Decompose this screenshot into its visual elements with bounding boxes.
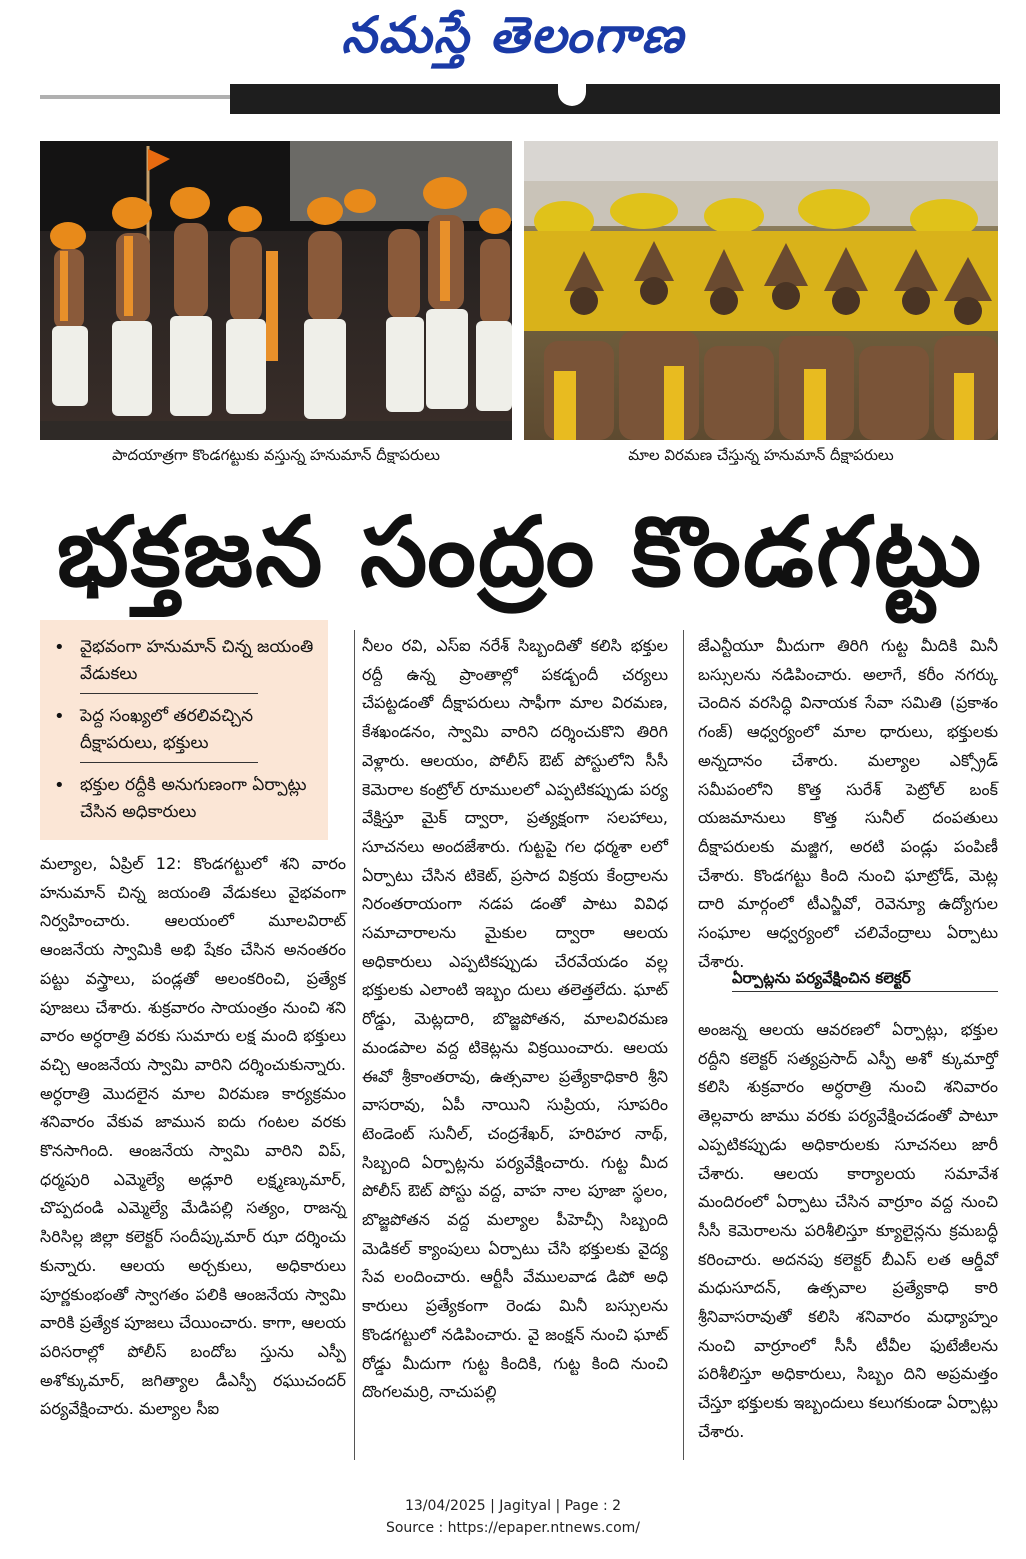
photo-caption-left: పాదయాత్రగా కొండగట్టుకు వస్తున్న హనుమాన్ దీక్షాపరులు bbox=[112, 446, 440, 464]
masthead bbox=[0, 0, 1026, 112]
column-rule bbox=[354, 630, 355, 1460]
footer-source: Source : https://epaper.ntnews.com/ bbox=[385, 1520, 641, 1536]
masthead-title: నమస్తే తెలంగాణ bbox=[341, 6, 685, 64]
sub-heading: ఏర్పాట్లను పర్యవేక్షించిన కలెక్టర్ bbox=[732, 965, 998, 992]
highlight-text: భక్తుల రద్దీకి అనుగుణంగా ఏర్పాట్లు చేసిన అధికారులు bbox=[80, 775, 307, 822]
bullet-icon: • bbox=[54, 775, 65, 796]
masthead-bar bbox=[230, 84, 1000, 114]
highlight-item bbox=[54, 634, 322, 688]
highlight-divider bbox=[80, 693, 258, 694]
article-headline: భక్తజన సంద్రం కొండగట్టు bbox=[56, 496, 984, 608]
article-column-3: జేఎన్టీయూ మీదుగా తిరిగి గుట్ట మీదికి మినీ బస్సులను నడిపించారు. అలాగే, కరీం నగర్కు చెందిన వరసిద్ధి వినాయక సేవా సమితి (ప్రకాశం గంజ్) ఆధ్వర్యంలో మాల ధారులు, భక్తులకు అన్నదానం చేశారు. మల్యాల ఎక్స్రోడ్ సమీపంలోని కొత్త సురేశ్ పెట్రోల్ బంక్ యజమానులు కొత్త సునీల్ దంపతులు దీక్షాపరులకు మజ్జిగ, అరటి పండ్లు పంపిణీ చేశారు. కొండగట్టు కింది నుంచి ఘాట్రోడ్, మెట్ల దారి మార్గంలో టీఎన్జీవో, రెవెన్యూ ఉద్యోగుల సంఘాల ఆధ్వర్యంలో చలివేంద్రాలు ఏర్పాటు చేశారు. bbox=[698, 636, 998, 971]
highlight-item bbox=[54, 772, 322, 826]
article-column-2: నీలం రవి, ఎస్ఐ నరేశ్ సిబ్బందితో కలిసి భక్తుల రద్దీ ఉన్న ప్రాంతాల్లో పకడ్బందీ చర్యలు చేపట్టడంతో దీక్షాపరులు సాఫీగా మాల విరమణ, కేశఖండనం, స్వామి వారిని దర్శించుకొని తిరిగి వెళ్లారు. ఆలయం, పోలీస్ ఔట్ పోస్టులోని సీసీ కెమెరాల కంట్రోల్ రూములలో ఎప్పటికప్పుడు పర్య వేక్షిస్తూ మైక్ ద్వారా, ప్రత్యక్షంగా సలహాలు, సూచనలు అందజేశారు. గుట్టపై గల ధర్మశా లలో ఏర్పాటు చేసిన టికెట్, ప్రసాద విక్రయ కేంద్రాలను నిరంతరాయంగా నడప డంతో పాటు వివిధ సమాచారాలను మైకుల ద్వారా ఆలయ అధికారులు ఎప్పటికప్పుడు చేరవేయడం వల్ల భక్తులకు ఎలాంటి ఇబ్బం దులు తలెత్తలేదు. ఘాట్ రోడ్డు, మెట్లదారి, బొజ్జపోతన, మాలవిరమణ మండపాల వద్ద టికెట్లను విక్రయించారు. ఆలయ ఈవో శ్రీకాంతరావు, ఉత్సవాల ప్రత్యేకాధికారి శ్రీని వాసరావు, ఏపీ నాయిని సుప్రియ, సూపరిం టెండెంట్ సునీల్, చంద్రశేఖర్, హరిహర నాథ్, సిబ్బంది ఏర్పాట్లను పర్యవేక్షించారు. గుట్ట మీద పోలీస్ ఔట్ పోస్టు వద్ద, వాహ నాల పూజా స్థలం, బొజ్జపోతన వద్ద మల్యాల పీహెచ్సీ సిబ్బంది మెడికల్ క్యాంపులు ఏర్పాటు చేసి భక్తులకు వైద్య సేవ లందించారు. ఆర్టీసీ వేములవాడ డిపో అధి కారులు ప్రత్యేకంగా రెండు మినీ బస్సులను కొండగట్టులో నడిపించారు. వై జంక్షన్ నుంచి ఘాట్ రోడ్డు మీదుగా గుట్ట కిందికి, గుట్ట కింది నుంచి దొంగలమర్రి, నాచుపల్లి bbox=[362, 636, 668, 1402]
highlights-box bbox=[40, 620, 328, 840]
photo-procession bbox=[40, 141, 512, 440]
highlight-text: వైభవంగా హనుమాన్ చిన్న జయంతి వేడుకలు bbox=[80, 637, 314, 684]
bullet-icon: • bbox=[54, 706, 65, 727]
highlight-text: పెద్ద సంఖ్యలో తరలివచ్చిన దీక్షాపరులు, భక్తులు bbox=[80, 706, 254, 753]
article-column-3-continued: అంజన్న ఆలయ ఆవరణలో ఏర్పాట్లు, భక్తుల రద్దీని కలెక్టర్ సత్యప్రసాద్ ఎస్పీ అశో క్కుమార్తో కలిసి శుక్రవారం అర్ధరాత్రి నుంచి శనివారం తెల్లవారు జాము వరకు పర్యవేక్షించడంతో పాటూ ఎప్పటికప్పుడు అధికారులకు సూచనలు జారీ చేశారు. ఆలయ కార్యాలయ సమావేశ మందిరంలో ఏర్పాటు చేసిన వార్రూం వద్ద నుంచి సీసీ కెమెరాలను పరిశీలిస్తూ క్యూలైన్లను క్రమబద్ధీ కరించారు. అదనపు కలెక్టర్ బీఎస్ లత ఆర్డీవో మధుసూదన్, ఉత్సవాల ప్రత్యేకాధి కారి శ్రీనివాసరావుతో కలిసి శనివారం మధ్యాహ్నం నుంచి వార్రూంలో సీసీ టీవీల ఫుటేజీలను పరిశీలిస్తూ అధికారులు, సిబ్బం దిని అప్రమత్తం చేస్తూ భక్తులకు ఇబ్బందులు కలుగకుండా ఏర్పాట్లు చేశారు. bbox=[698, 1020, 998, 1441]
footer-meta: 13/04/2025 | Jagityal | Page : 2 bbox=[404, 1498, 622, 1514]
column-rule bbox=[683, 630, 684, 1460]
bullet-icon: • bbox=[54, 637, 65, 658]
procession-illustration bbox=[40, 141, 512, 440]
gathering-illustration bbox=[524, 141, 998, 440]
highlight-item bbox=[54, 703, 322, 757]
photo-caption-right: మాల విరమణ చేస్తున్న హనుమాన్ దీక్షాపరులు bbox=[628, 446, 894, 464]
highlight-divider bbox=[80, 762, 258, 763]
article-column-1: మల్యాల, ఏప్రిల్ 12: కొండగట్టులో శని వారం హనుమాన్ చిన్న జయంతి వేడుకలు వైభవంగా నిర్వహించారు. ఆలయంలో మూలవిరాట్ ఆంజనేయ స్వామికి అభి షేకం చేసిన అనంతరం పట్టు వస్త్రాలు, పండ్లతో అలంకరించి, ప్రత్యేక పూజలు చేశారు. శుక్రవారం సాయంత్రం నుంచి శని వారం అర్ధరాత్రి వరకు సుమారు లక్ష మంది భక్తులు వచ్చి ఆంజనేయ స్వామి వారిని దర్శించుకున్నారు. అర్ధరాత్రి మొదలైన మాల విరమణ కార్యక్రమం శనివారం వేకువ జామున ఐదు గంటల వరకు కొనసాగింది. ఆంజనేయ స్వామి వారిని విప్, ధర్మపురి ఎమ్మెల్యే అడ్లూరి లక్ష్మణ్కుమార్, చొప్పదండి ఎమ్మెల్యే మేడిపల్లి సత్యం, రాజన్న సిరిసిల్ల జిల్లా కలెక్టర్ సందీప్కుమార్ ఝా దర్శించు కున్నారు. ఆలయ అర్చకులు, అధికారులు పూర్ణకుంభంతో స్వాగతం పలికి ఆంజనేయ స్వామి వారికి ప్రత్యేక పూజలు చేయించారు. కాగా, ఆలయ పరిసరాల్లో పోలీస్ బందోబ స్తును ఎస్పీ అశోక్కుమార్, జగిత్యాల డీఎస్పీ రఘుచందర్ పర్యవేక్షించారు. మల్యాల సీఐ bbox=[40, 854, 346, 1419]
photo-mala-viramana bbox=[524, 141, 998, 440]
